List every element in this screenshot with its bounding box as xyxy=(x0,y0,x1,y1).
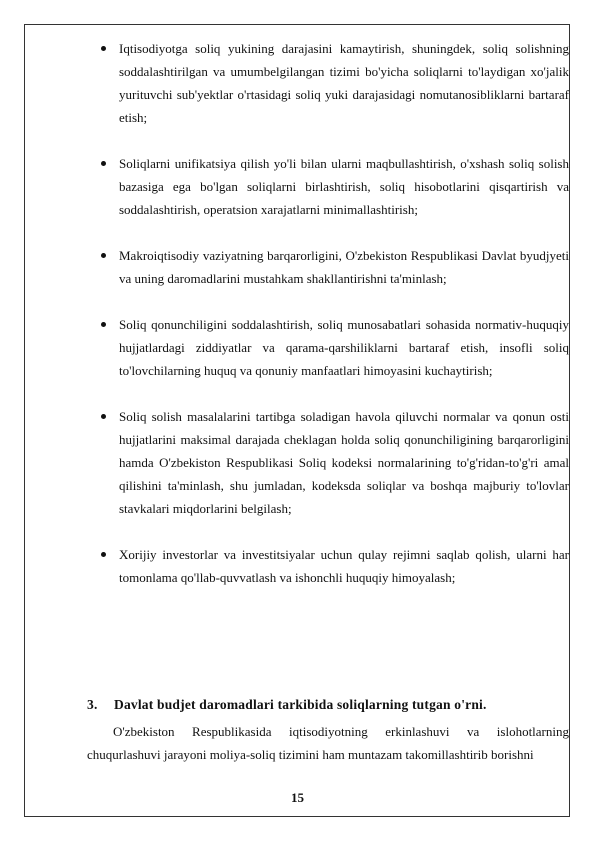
list-item xyxy=(95,37,569,129)
bullet-icon xyxy=(101,161,106,166)
list-item-text: Makroiqtisodiy vaziyatning barqarorligini, O'zbekiston Respublikasi Davlat byudjyeti va uning daromadlarini mustahkam shakllantirishni ta'minlash; xyxy=(119,248,569,286)
list-item-text: Xorijiy investorlar va investitsiyalar uchun qulay rejimni saqlab qolish, ularni har tomonlama qo'llab-quvvatlash va ishonchli huquqiy himoyalash; xyxy=(119,547,569,585)
bullet-icon xyxy=(101,414,106,419)
bullet-list xyxy=(95,37,569,612)
list-item xyxy=(95,543,569,589)
page-number: 15 xyxy=(291,790,304,805)
bullet-icon xyxy=(101,253,106,258)
bullet-icon xyxy=(101,46,106,51)
section-heading xyxy=(87,697,569,713)
bullet-icon xyxy=(101,552,106,557)
section-paragraph: O'zbekiston Respublikasida iqtisodiyotning erkinlashuvi va islohotlarning chuqurlashuvi jarayoni moliya-soliq tizimini ham muntazam takomillashtirib borishni xyxy=(87,724,569,762)
list-item-text: Soliq qonunchiligini soddalashtirish, soliq munosabatlari sohasida normativ-huquqiy hujjatlardagi ziddiyatlar va qarama-qarshiliklarni bartaraf etish, insofli soliq to'lovchilarning huquq va qonuniy manfaatlari himoyasini kuchaytirish; xyxy=(119,317,569,378)
section-number: 3. xyxy=(87,697,98,712)
list-item-text: Soliqlarni unifikatsiya qilish yo'li bilan ularni maqbullashtirish, o'xshash soliq solish bazasiga ega bo'lgan soliqlarni birlashtirish, soliq hisobotlarini qisqartirish va soddalashtirish, operatsion xarajatlarni minimallashtirish; xyxy=(119,156,569,217)
list-item-text: Iqtisodiyotga soliq yukining darajasini kamaytirish, shuningdek, soliq solishning soddalashtirilgan va umumbelgilangan tizimi bo'yicha soliqlarni to'laydigan xo'jalik yurituvchi sub'yektlar o'rtasidagi soliq yuki darajasidagi nomutanosibliklarni bartaraf etish; xyxy=(119,41,569,125)
list-item-text: Soliq solish masalalarini tartibga soladigan havola qiluvchi normalar va qonun osti hujjatlarini maksimal darajada cheklagan holda soliq qonunchiligining barqarorligini hamda O'zbekiston Respublikasi Soliq kodeksi normalarining to'g'ridan-to'g'ri amal qilishini ta'minlash, shu jumladan, kodeksda soliqlar va boshqa majburiy to'lovlar stavkalari miqdorlarini belgilash; xyxy=(119,409,569,516)
bullet-icon xyxy=(101,322,106,327)
list-item xyxy=(95,405,569,520)
list-item xyxy=(95,313,569,382)
list-item xyxy=(95,244,569,290)
list-item xyxy=(95,152,569,221)
section-title: Davlat budjet daromadlari tarkibida soliqlarning tutgan o'rni. xyxy=(114,697,487,712)
